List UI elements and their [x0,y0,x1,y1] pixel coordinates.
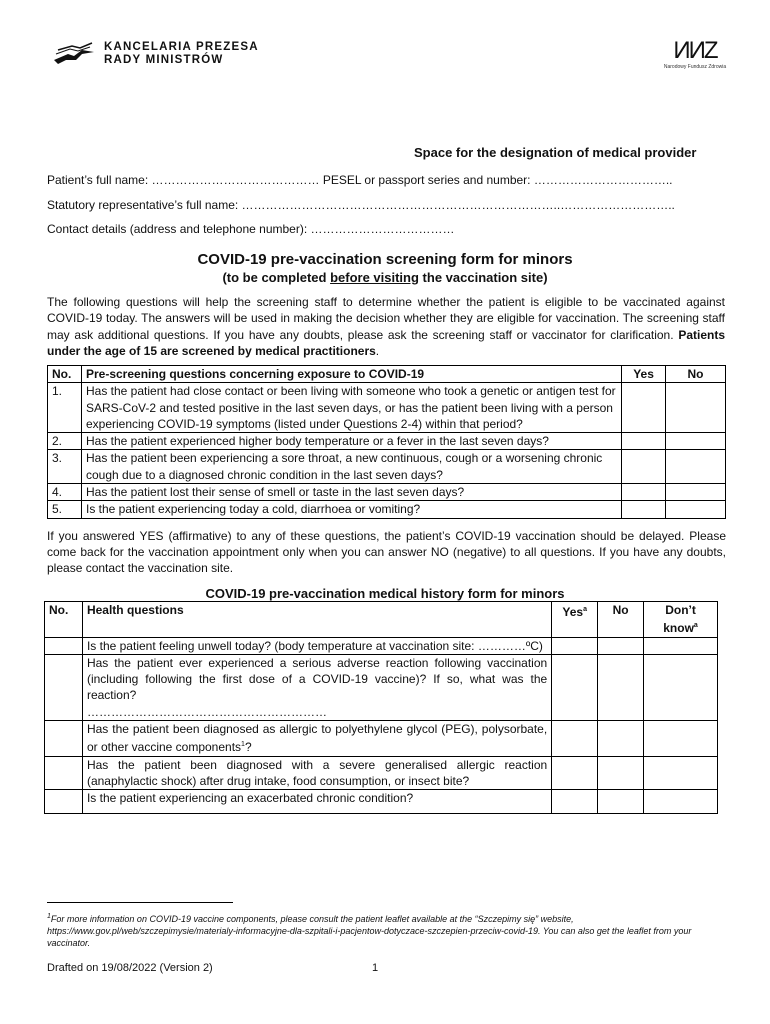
dont-know-checkbox[interactable] [644,654,718,720]
footnote [47,911,727,949]
col-no-answer: No [666,366,726,383]
row-question [82,654,551,720]
history-title: COVID-19 pre-vaccination medical history form for minors [205,586,565,601]
representative-field[interactable]: Statutory representative’s full name: ……………………………………………………………………..……………………….. [47,198,675,212]
no-checkbox[interactable] [598,637,644,654]
nfz-logo [655,38,735,70]
row-question: Is the patient experiencing today a cold, diarrhoea or vomiting? [81,501,621,518]
col-no: No. [48,366,82,383]
col-no: No. [45,602,83,638]
yes-checkbox[interactable] [552,790,598,814]
table-row [45,654,718,720]
yes-checkbox[interactable] [622,383,666,433]
nfz-logo-subtitle: Narodowy Fundusz Zdrowia [663,64,727,70]
subtitle-pre: (to be completed [222,270,331,285]
table-header-row [45,602,718,638]
screening-intro [47,294,725,359]
yes-checkbox[interactable] [552,654,598,720]
col-yes: Yes [622,366,666,383]
table-row [45,756,718,790]
table-row [48,450,726,484]
reaction-answer-field[interactable]: …………………………………………………… [86,704,327,719]
row-number: 4. [48,484,82,501]
yes-checkbox[interactable] [622,450,666,484]
table-row [48,383,726,433]
row-number: 5. [48,501,82,518]
col-no-answer: No [598,602,644,638]
org-name-line2: RADY MINISTRÓW [104,54,224,66]
yes-checkbox[interactable] [622,433,666,450]
row-question [82,721,551,757]
screening-table [47,365,726,519]
provider-designation: Space for the designation of medical provider [414,145,697,160]
nfz-logo-mark: ИИZ [673,37,717,64]
question-text: Has the patient been diagnosed as allergic to polyethylene glycol (PEG), polysorbate, or other vaccine components [86,722,548,755]
no-checkbox[interactable] [666,383,726,433]
table-row [45,637,718,654]
intro-end: . [375,343,380,358]
yes-checkbox[interactable] [552,721,598,757]
row-question: Is the patient feeling unwell today? (body temperature at vaccination site: …………ºC) [82,637,551,654]
screening-subtitle [0,270,770,285]
no-checkbox[interactable] [666,450,726,484]
dont-know-label: Don’t know [663,603,696,636]
row-question: Has the patient experienced higher body temperature or a fever in the last seven days? [81,433,621,450]
dont-know-checkbox[interactable] [644,721,718,757]
row-question: Has the patient been diagnosed with a severe generalised allergic reaction (anaphylactic shock) after drug intake, food consumption, or insect bite? [82,756,551,790]
table-header-row [48,366,726,383]
dont-know-checkbox[interactable] [644,637,718,654]
col-dont-know [644,602,718,638]
dont-know-checkbox[interactable] [644,756,718,790]
row-number: 1. [48,383,82,433]
yes-checkbox[interactable] [552,756,598,790]
table-row [45,721,718,757]
table-row [45,790,718,814]
eagle-logo-icon [52,40,96,68]
no-checkbox[interactable] [598,654,644,720]
drafted-date: Drafted on 19/08/2022 (Version 2) [47,962,213,974]
subtitle-underlined: before visiting [330,270,419,285]
yes-checkbox[interactable] [622,484,666,501]
row-number [45,756,83,790]
row-question: Has the patient been experiencing a sore throat, a new continuous, cough or a worsening chronic cough due to a diagnosed chronic condition in the last seven days? [81,450,621,484]
row-question: Has the patient had close contact or been living with someone who took a genetic or antigen test for SARS-CoV-2 and tested positive in the last seven days, or has the patient been living with a person experiencing COVID-19 symptoms (listed under Questions 2-4) within that period? [81,383,621,433]
row-number: 2. [48,433,82,450]
screening-after-note: If you answered YES (affirmative) to any of these questions, the patient’s COVID-19 vaccination should be delayed. Please come back for the vaccination appointment only when you can answer NO (negative) to all questions. If you have any doubts, please contact the vaccination site. [47,529,726,575]
yes-checkbox[interactable] [552,637,598,654]
yes-label: Yes [562,605,584,619]
no-checkbox[interactable] [598,756,644,790]
row-number [45,637,83,654]
table-row [48,484,726,501]
footnote-divider [47,902,233,903]
col-question: Pre-screening questions concerning exposure to COVID-19 [81,366,621,383]
no-checkbox[interactable] [598,721,644,757]
row-question: Is the patient experiencing an exacerbated chronic condition? [82,790,551,814]
yes-sup: a [583,606,587,613]
subtitle-post: the vaccination site) [418,270,548,285]
contact-details-field[interactable]: Contact details (address and telephone number): ……………………………… [47,222,455,236]
patient-name-field[interactable]: Patient’s full name: …………………………………… PESEL or passport series and number: …………………………….. [47,173,673,187]
row-question: Has the patient lost their sense of smell or taste in the last seven days? [81,484,621,501]
footnote-ref[interactable]: 1 [241,741,245,749]
footnote-marker: 1 [47,913,51,920]
col-health-questions: Health questions [82,602,551,638]
table-row [48,433,726,450]
col-yes [552,602,598,638]
footnote-text: For more information on COVID-19 vaccine components, please consult the patient leaflet available at the “Szczepimy się” website, https://www.gov.pl/web/szczepimysie/materialy-informacyjne-dla-szpitali-i-pacjentow-dotyczace-szczepien-przeciw-covid-19. You can also get the leaflet from your vaccinator. [47,914,692,948]
dont-know-checkbox[interactable] [644,790,718,814]
intro-text: The following questions will help the screening staff to determine whether the patient is eligible to be vaccinated against COVID-19 today. The answers will be used in making the decision whether they are eligible for vaccination. The screening staff may ask additional questions. If you have any doubts, please ask the screening staff or vaccinator for clarification. [47,295,725,342]
org-name-line1: KANCELARIA PREZESA [104,41,259,53]
intro-bold: Patients under the age of 15 are screened by medical practitioners [47,327,725,358]
no-checkbox[interactable] [666,501,726,518]
no-checkbox[interactable] [598,790,644,814]
question-mark: ? [244,740,252,755]
row-number [45,721,83,757]
table-row [48,501,726,518]
question-text: Has the patient ever experienced a serious adverse reaction following vaccination (including following the first dose of a COVID-19 vaccine)? If so, what was the reaction? [86,655,548,703]
row-number [45,654,83,720]
no-checkbox[interactable] [666,433,726,450]
history-table [44,601,718,814]
screening-title: COVID-19 pre-vaccination screening form for minors [197,251,573,268]
row-number: 3. [48,450,82,484]
row-number [45,790,83,814]
kprm-logo [52,40,259,68]
page-number: 1 [372,962,379,974]
yes-checkbox[interactable] [622,501,666,518]
dont-know-sup: a [693,622,698,630]
no-checkbox[interactable] [666,484,726,501]
